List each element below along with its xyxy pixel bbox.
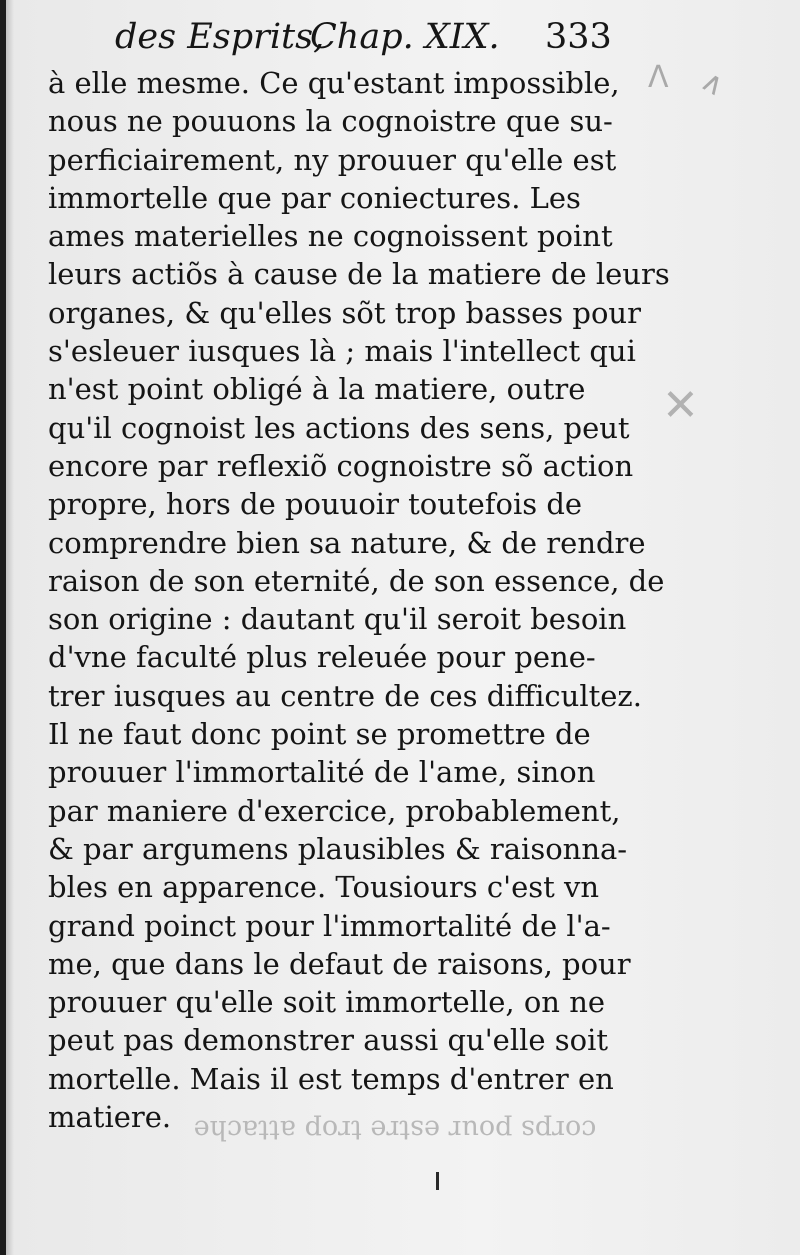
text-line: mortelle. Mais il est temps d'entrer en bbox=[48, 1061, 614, 1096]
text-line: son origine : dautant qu'il seroit besoin bbox=[48, 602, 627, 637]
text-line: prouuer l'immortalité de l'ame, sinon bbox=[48, 755, 596, 790]
text-line: s'esleuer iusques là ; mais l'intellect qui bbox=[48, 334, 636, 369]
text-line: perficiairement, ny prouuer qu'elle est bbox=[48, 142, 617, 177]
text-line: prouuer qu'elle soit immortelle, on ne bbox=[48, 985, 606, 1020]
text-line: grand poinct pour l'immortalité de l'a- bbox=[48, 908, 611, 943]
text-line: trer iusques au centre de ces difficultez. bbox=[48, 678, 642, 713]
text-line: leurs actiõs à cause de la matiere de leurs bbox=[48, 257, 670, 292]
bleed-through-text: corps pour estre trop attache bbox=[193, 1114, 597, 1145]
text-line: n'est point obligé à la matiere, outre bbox=[48, 372, 586, 407]
running-head-chapter: Chap. XIX. bbox=[310, 17, 500, 57]
text-line: matiere. bbox=[48, 1100, 172, 1135]
text-line: Il ne faut donc point se promettre de bbox=[48, 717, 591, 752]
text-line: ames materielles ne cognoissent point bbox=[48, 219, 613, 254]
text-line: nous ne pouuons la cognoistre que su- bbox=[48, 104, 613, 139]
text-line: me, que dans le defaut de raisons, pour bbox=[48, 946, 631, 981]
text-line: raison de son eternité, de son essence, de bbox=[48, 563, 665, 598]
text-line: & par argumens plausibles & raisonna- bbox=[48, 831, 628, 866]
text-line: organes, & qu'elles sõt trop basses pour bbox=[48, 295, 641, 330]
text-line: peut pas demonstrer aussi qu'elle soit bbox=[48, 1023, 609, 1058]
text-line: propre, hors de pouuoir toutefois de bbox=[48, 487, 583, 522]
text-line: à elle mesme. Ce qu'estant impossible, bbox=[48, 66, 620, 100]
text-line: bles en apparence. Tousiours c'est vn bbox=[48, 870, 600, 905]
ink-tick bbox=[436, 1172, 439, 1190]
text-line: d'vne faculté plus releuée pour pene- bbox=[48, 640, 596, 675]
margin-cross-mark: ✕ bbox=[662, 380, 699, 431]
page-number: 333 bbox=[545, 17, 612, 57]
body-text bbox=[48, 64, 670, 1136]
text-line: par maniere d'exercice, probablement, bbox=[48, 793, 621, 828]
text-line: qu'il cognoist les actions des sens, peut bbox=[48, 410, 630, 445]
text-line: encore par reflexiõ cognoistre sõ action bbox=[48, 448, 634, 483]
text-line: comprendre bien sa nature, & de rendre bbox=[48, 525, 646, 560]
margin-mark: ∧ bbox=[694, 62, 732, 105]
running-head-title: des Esprits, bbox=[115, 17, 325, 57]
running-head bbox=[115, 14, 615, 60]
text-line: immortelle que par coniectures. Les bbox=[48, 180, 581, 215]
spine-shadow bbox=[0, 0, 6, 1255]
margin-mark: Λ bbox=[648, 60, 669, 95]
